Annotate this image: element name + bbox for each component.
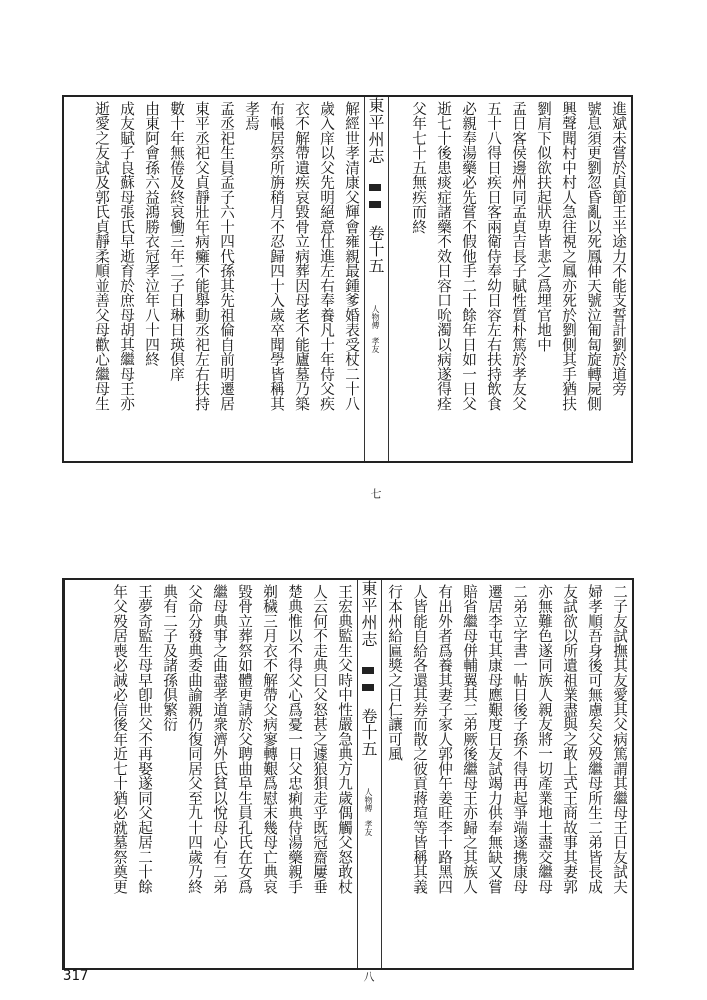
text-column: 繼母典事之曲盡孝道衆濟外氏貧以悅母心有二弟 — [211, 584, 228, 894]
text-column: 號息須更劉忽昏亂以死鳳伸天號泣匍匐旋轉屍側 — [585, 101, 602, 411]
text-column: 有出外者爲養其妻子家人郭仲午姜旺李十路黑四 — [436, 584, 453, 894]
text-column: 孝焉 — [243, 101, 260, 131]
text-column: 數十年無倦及終哀慟三年二子日琳日瑛俱庠 — [168, 101, 185, 382]
text-column: 人云何不走典曰父怒甚之遽狼狽走乎既冠齋屢垂 — [311, 584, 328, 894]
folio-number: 七 — [369, 488, 382, 500]
text-column: 婦孝順吾身後可無慮矣父殁繼母所生二弟皆長成 — [586, 584, 603, 894]
text-column: 亦無難色遂同族人親友將一切產業地土盡交繼母 — [536, 584, 553, 894]
center-gutter — [364, 97, 389, 500]
text-column: 興聲聞村中村人急往視之鳳亦死於劉側其手猶扶 — [560, 101, 577, 411]
text-column: 典有二子及諸孫俱繁衍 — [161, 584, 178, 732]
text-column: 行本州給匾獎之日仁讓可風 — [386, 584, 403, 761]
upper-text-block — [62, 95, 633, 500]
text-column: 父命分發典委曲諭親仍復同居父至九十四歲乃終 — [186, 584, 203, 894]
text-column: 布帳居祭所旃稍月不忍歸四十入歲卒聞學皆稱其 — [268, 101, 285, 411]
section-label: 人物傳 孝友 — [371, 304, 380, 353]
folio-number: 八 — [362, 971, 375, 983]
text-column: 東平丞祀父貞靜壯年病癱不能舉動丞祀左右扶持 — [193, 101, 210, 411]
text-column: 必親奉湯藥必先嘗不假他手二十餘年日如一日父 — [460, 101, 477, 411]
text-column: 二子友試撫其友愛其父病篤謂其繼母王日友試夫 — [611, 584, 628, 894]
volume-label: 卷十五 — [366, 225, 385, 274]
gazetteer-title: 東平州志 — [359, 580, 378, 648]
text-column: 五十八得日疾日客兩衛侍奉幼日容左右扶持飲食 — [485, 101, 502, 411]
text-column: 成友賦子良蘇母張氏早逝育於庶母胡其繼母王亦 — [118, 101, 135, 411]
text-column: 逝七十後患痰症諸藥不效日容口吮濁以病遂得痊 — [435, 101, 452, 411]
text-column: 二弟立字書一帖日後子孫不得再起爭端遂携康母 — [511, 584, 528, 894]
text-column: 劉肩下似欲扶起狀卑皆悲之爲埋官地中 — [535, 101, 552, 352]
fish-tail-mark-icon — [369, 184, 381, 208]
text-column: 年父殁居喪必誠必信後年近七十猶必就墓祭奠更 — [111, 584, 128, 894]
section-label: 人物傳 孝友 — [364, 787, 373, 836]
text-column: 友試欲以所遺祖業盡與之敢上式王商故事其妻郭 — [561, 584, 578, 894]
text-column: 遷居李屯其康母應艱度日友試竭力供奉無缺又嘗 — [486, 584, 503, 894]
center-gutter — [357, 580, 382, 983]
text-column: 毀骨立葬祭如體更請於父聘曲阜生員孔氏在女爲 — [236, 584, 253, 894]
text-column: 父年七十五無疾而終 — [410, 101, 427, 234]
text-column: 解經世孝清康父輝會雍親最鍾爹婚表受杖二十八 — [343, 101, 360, 411]
text-column: 衣不解帶遺疾哀毀骨立病葬因母老不能廬墓乃築 — [293, 101, 310, 411]
text-column: 人皆能自給各還其券而散之彼貢蔣瑄等皆稱其義 — [411, 584, 428, 894]
text-column: 賠省繼母併輔翼其二弟厥後繼母王亦歸之其族人 — [461, 584, 478, 894]
text-column: 孟日客侯邊州同孟貞吉長子賦性質朴篤於孝友父 — [510, 101, 527, 411]
text-column: 孟丞祀生員孟子六十四代孫其先祖倫自前明遷居 — [218, 101, 235, 411]
text-column: 王夢奇監生母早卽世父不再娶遂同父起居二十餘 — [136, 584, 153, 894]
page-number: 317 — [63, 968, 89, 984]
text-column: 由東阿會孫六益鴻勝衣冠孝泣年八十四終 — [143, 101, 160, 367]
text-column: 楚典惟以不得父心爲憂一日父忠痢典侍湯藥親手 — [286, 584, 303, 894]
gazetteer-title: 東平州志 — [366, 97, 385, 165]
text-column: 逝愛之友試及郭氏貞靜柔順並善父母歡心繼母生 — [93, 101, 110, 411]
text-column: 剃穢三月衣不解帶父病寥轉艱爲慰末幾母亡典哀 — [261, 584, 278, 894]
text-column: 王宏典監生父時中性嚴急典方九歲偶觸父怒敢杖 — [336, 584, 353, 894]
fish-tail-mark-icon — [362, 667, 374, 691]
text-column: 歲入庠以父先明絕意仕進左右奉養凡十年侍父疾 — [318, 101, 335, 411]
volume-label: 卷十五 — [359, 708, 378, 757]
text-column: 進斌未嘗於貞節王半途力不能支誓計劉於道旁 — [610, 101, 627, 396]
